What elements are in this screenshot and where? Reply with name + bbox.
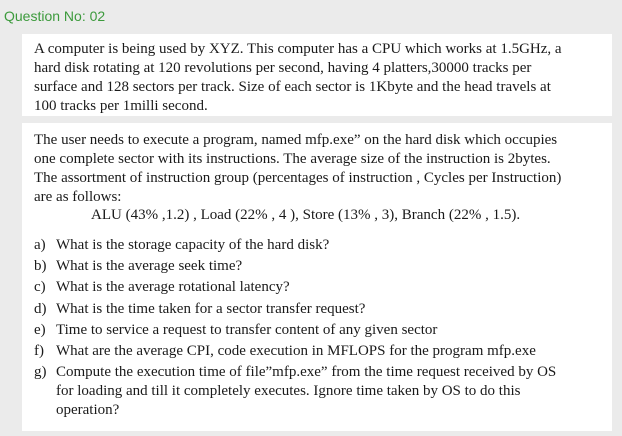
intro-line: surface and 128 sectors per track. Size of each sector is 1Kbyte and the head travels at (34, 79, 551, 95)
question-list (34, 236, 606, 422)
question-letter: b) (34, 258, 47, 275)
question-line: Compute the execution time of file”mfp.exe” from the time request received by OS (56, 364, 557, 381)
question-text (56, 236, 606, 255)
question-letter: d) (34, 300, 47, 317)
intro-line: hard disk rotating at 120 revolutions per second, having 4 platters,30000 tracks per (34, 60, 532, 76)
intro-line: 100 tracks per 1milli second. (34, 98, 208, 114)
question-item-b (34, 257, 606, 276)
question-text (56, 278, 606, 297)
question-item-c (34, 278, 606, 297)
question-line: for loading and till it completely executes. Ignore time taken by OS to do this (56, 383, 521, 400)
question-text (56, 363, 606, 420)
question-text (56, 321, 606, 340)
question-text (56, 342, 606, 361)
program-line: The assortment of instruction group (percentages of instruction , Cycles per Instruction) (34, 170, 562, 186)
question-text (56, 300, 606, 319)
question-line: What is the time taken for a sector transfer request? (56, 300, 366, 317)
program-card (22, 123, 612, 431)
question-item-g (34, 363, 606, 420)
intro-card (22, 34, 612, 116)
question-item-f (34, 342, 606, 361)
intro-line: A computer is being used by XYZ. This computer has a CPU which works at 1.5GHz, a (34, 41, 562, 57)
question-item-e (34, 321, 606, 340)
question-line: What is the storage capacity of the hard disk? (56, 237, 330, 253)
question-letter: c) (34, 279, 46, 296)
question-text (56, 257, 606, 276)
program-paragraph (34, 131, 606, 207)
program-line: are as follows: (34, 189, 122, 205)
question-line: What is the average rotational latency? (56, 279, 290, 296)
question-item-d (34, 300, 606, 319)
question-letter: a) (34, 237, 46, 253)
instruction-assortment: ALU (43% ,1.2) , Load (22% , 4 ), Store (13% , 3), Branch (22% , 1.5). (91, 207, 521, 223)
question-line: What is the average seek time? (56, 258, 243, 275)
question-line: operation? (56, 402, 120, 419)
program-line: The user needs to execute a program, named mfp.exe” on the hard disk which occupies (34, 132, 558, 148)
question-letter: e) (34, 321, 46, 338)
question-letter: g) (34, 364, 47, 381)
question-item-a (34, 236, 606, 255)
question-letter: f) (34, 342, 44, 359)
question-line: What are the average CPI, code execution in MFLOPS for the program mfp.exe (56, 342, 536, 359)
intro-paragraph (34, 40, 606, 116)
program-line: one complete sector with its instructions. The average size of the instruction is 2bytes. (34, 151, 551, 167)
question-line: Time to service a request to transfer content of any given sector (56, 321, 438, 338)
question-header: Question No: 02 (4, 8, 106, 24)
